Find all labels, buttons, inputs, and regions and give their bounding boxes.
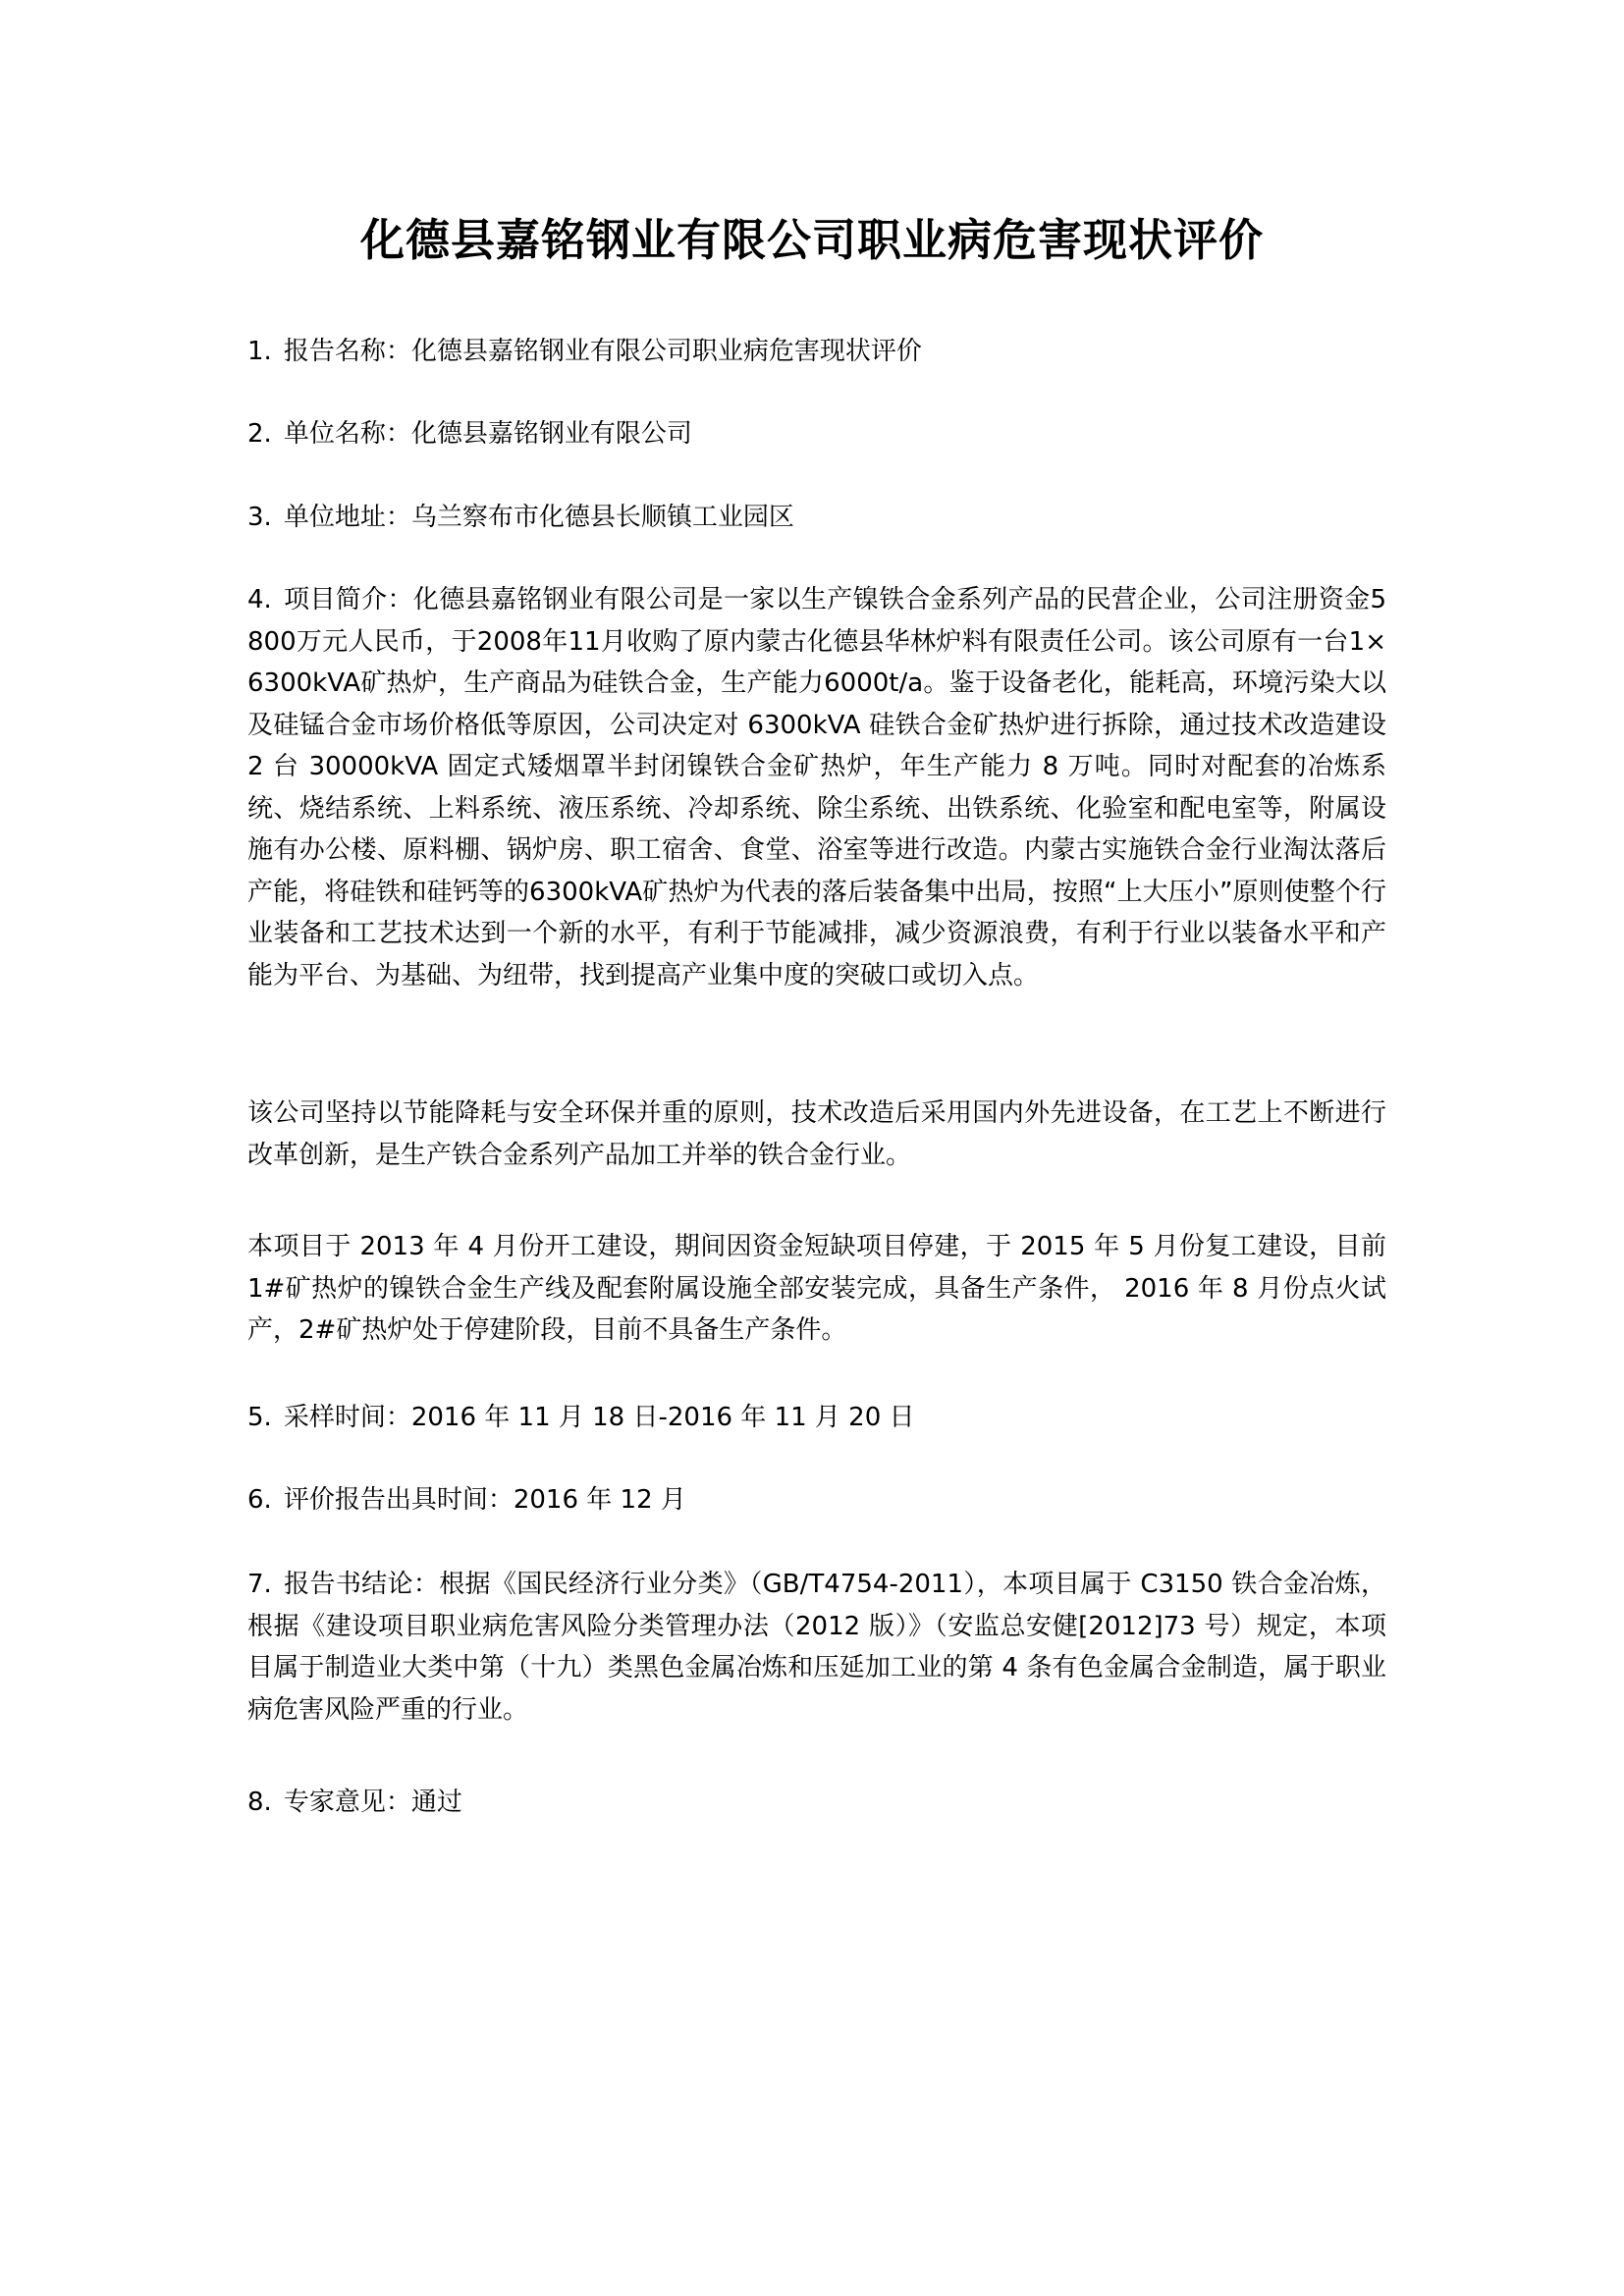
- document-title: 化德县嘉铭钢业有限公司职业病危害现状评价: [359, 214, 1264, 266]
- item-label: 专家意见：: [283, 1788, 411, 1817]
- item-label: 报告书结论：: [283, 1570, 440, 1599]
- item-number: 1.: [247, 337, 272, 366]
- paragraph-company-principle: 该公司坚持以节能降耗与安全环保并重的原则，技术改造后采用国内外先进设备，在工艺上不断进行改革创新，是生产铁合金系列产品加工并举的铁合金行业。: [247, 1098, 1386, 1170]
- item-label: 报告名称：: [283, 337, 411, 366]
- item-number: 7.: [247, 1570, 272, 1599]
- item-report-issue-time: [247, 1479, 1386, 1522]
- item-value: 化德县嘉铭钢业有限公司职业病危害现状评价: [410, 337, 922, 366]
- item-label: 单位地址：: [283, 503, 411, 532]
- item-number: 2.: [247, 419, 272, 449]
- item-unit-name: [247, 413, 1386, 455]
- item-label: 项目简介：: [283, 585, 413, 614]
- item-number: 8.: [247, 1788, 272, 1817]
- item-number: 4.: [247, 585, 272, 614]
- item-value: 化德县嘉铭钢业有限公司: [410, 419, 692, 449]
- item-label: 评价报告出具时间：: [283, 1485, 514, 1515]
- item-value: 2016 年 12 月: [513, 1485, 686, 1515]
- item-number: 5.: [247, 1403, 272, 1432]
- item-number: 6.: [247, 1485, 272, 1515]
- item-project-summary: [247, 579, 1386, 996]
- item-value: 2016 年 11 月 18 日-2016 年 11 月 20 日: [410, 1403, 915, 1432]
- item-sampling-time: [247, 1397, 1386, 1439]
- item-value: 通过: [410, 1788, 462, 1817]
- item-expert-opinion: [247, 1782, 1386, 1824]
- item-report-name: [247, 331, 1386, 373]
- paragraph-construction-timeline: 本项目于 2013 年 4 月份开工建设，期间因资金短缺项目停建，于 2015 年 5 月份复工建设，目前 1#矿热炉的镍铁合金生产线及配套附属设施全部安装完成，具备生产条件， 2016 年 8 月份点火试产，2#矿热炉处于停建阶段，目前不具备生产条件。: [247, 1232, 1386, 1345]
- item-report-conclusion: [247, 1564, 1386, 1731]
- item-value: 根据《国民经济行业分类》（GB/T4754-2011），本项目属于 C3150 铁合金冶炼，根据《建设项目职业病危害风险分类管理办法（2012 版）》（安监总安健[2012]73 号）规定，本项目属于制造业大类中第（十九）类黑色金属冶炼和压延加工业的第 4 条有色金属合金制造，属于职业病危害风险严重的行业。: [247, 1570, 1386, 1725]
- item-unit-address: [247, 497, 1386, 539]
- item-value: 乌兰察布市化德县长顺镇工业园区: [410, 503, 794, 532]
- item-value: 化德县嘉铭钢业有限公司是一家以生产镍铁合金系列产品的民营企业，公司注册资金5800万元人民币，于2008年11月收购了原内蒙古化德县华林炉料有限责任公司。该公司原有一台1×6300kVA矿热炉，生产商品为硅铁合金，生产能力6000t/a。鉴于设备老化，能耗高，环境污染大以及硅锰合金市场价格低等原因，公司决定对 6300kVA 硅铁合金矿热炉进行拆除，通过技术改造建设 2 台 30000kVA 固定式矮烟罩半封闭镍铁合金矿热炉，年生产能力 8 万吨。同时对配套的冶炼系统、烧结系统、上料系统、液压系统、冷却系统、除尘系统、出铁系统、化验室和配电室等，附属设施有办公楼、原料棚、锅炉房、职工宿舍、食堂、浴室等进行改造。内蒙古实施铁合金行业淘汰落后产能，将硅铁和硅钙等的6300kVA矿热炉为代表的落后装备集中出局，按照“上大压小”原则使整个行业装备和工艺技术达到一个新的水平，有利于节能减排，减少资源浪费，有利于行业以装备水平和产能为平台、为基础、为纽带，找到提高产业集中度的突破口或切入点。: [247, 585, 1386, 990]
- item-label: 单位名称：: [283, 419, 411, 449]
- item-label: 采样时间：: [283, 1403, 411, 1432]
- item-number: 3.: [247, 503, 272, 532]
